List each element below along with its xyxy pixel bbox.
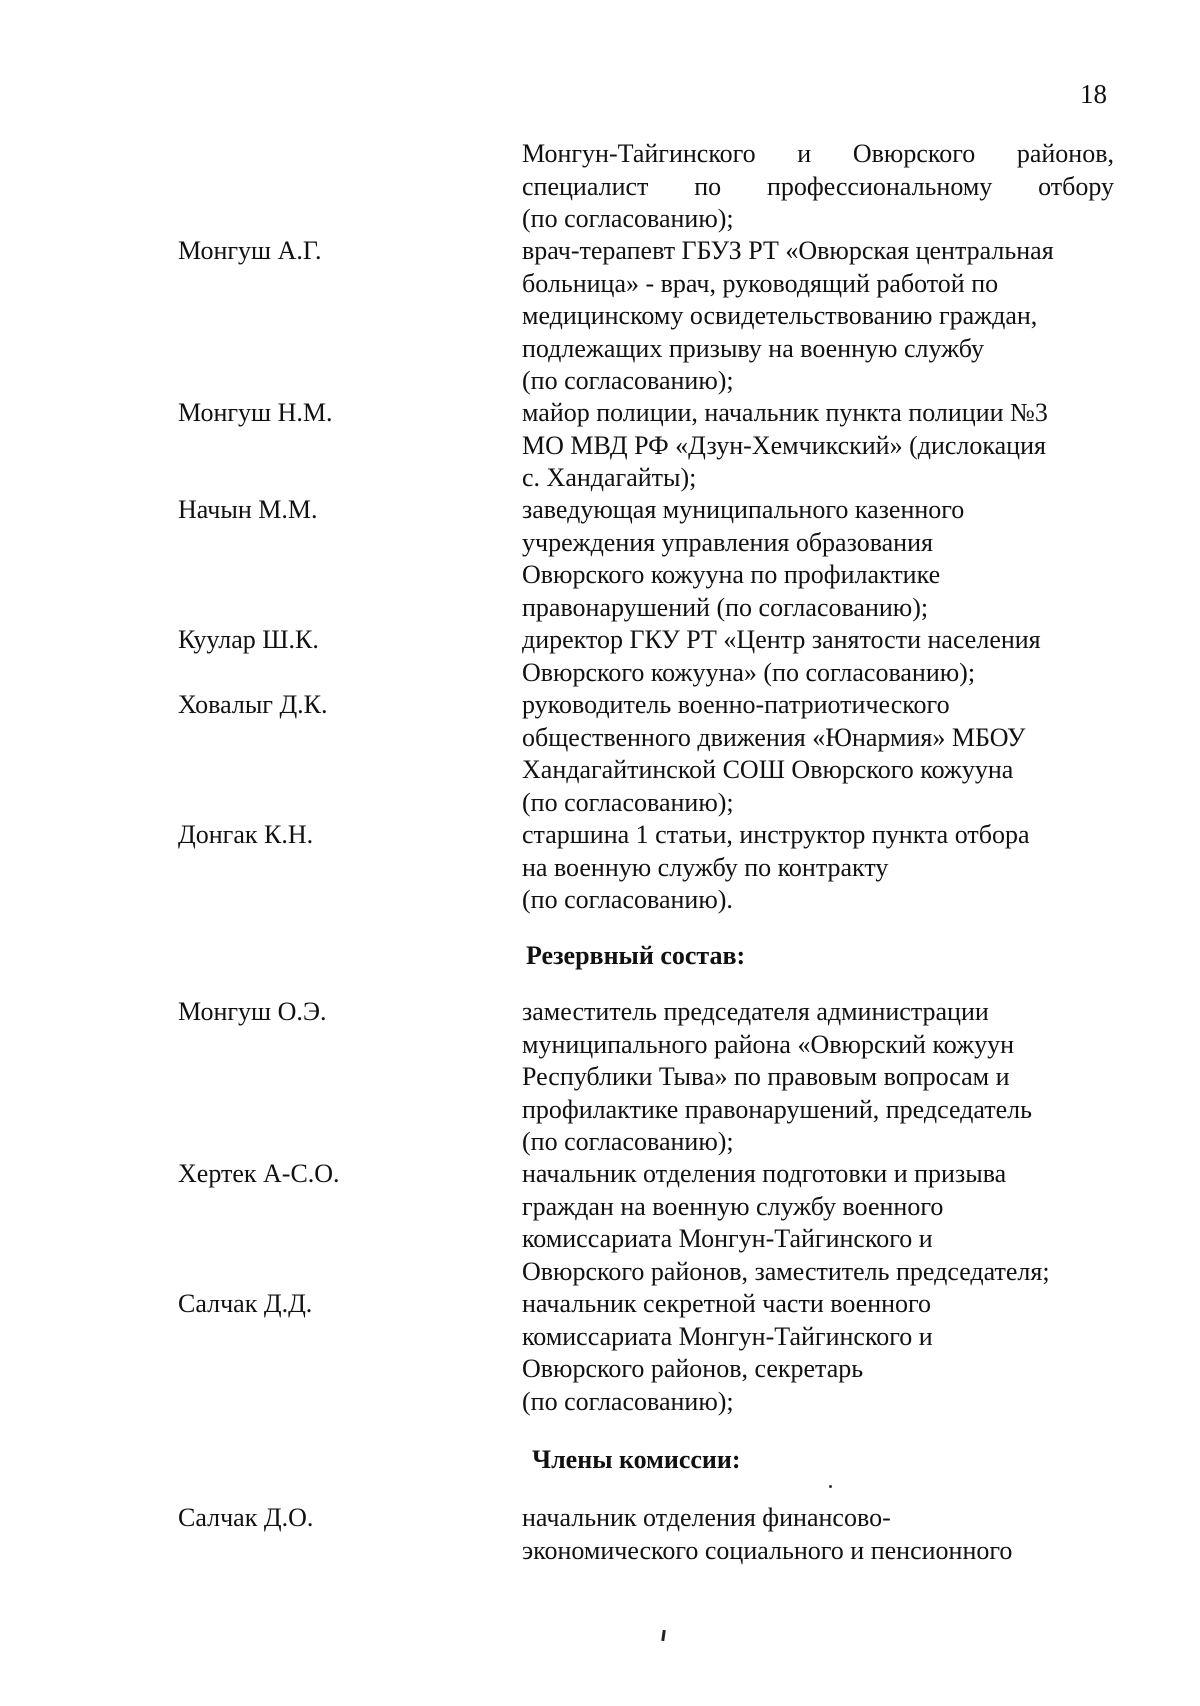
description-line: больница» - врач, руководящий работой по xyxy=(522,268,999,298)
description-line: комиссариата Монгун-Тайгинского и xyxy=(522,1321,933,1351)
description-line: врач-терапевт ГБУЗ РТ «Овюрская центральная xyxy=(522,236,1054,265)
description-line: профилактике правонарушений, председатель xyxy=(522,1094,1032,1124)
description-line: Республики Тыва» по правовым вопросам и xyxy=(522,1062,1010,1091)
member-description xyxy=(522,689,1114,819)
description-line: специалист по профессиональному отбору xyxy=(522,171,1114,201)
description-line: муниципального района «Овюрский кожуун xyxy=(522,1029,1014,1059)
description-line: экономического социального и пенсионного xyxy=(522,1535,1013,1565)
member-description xyxy=(522,235,1114,398)
description-line: МО МВД РФ «Дзун-Хемчикский» (дислокация xyxy=(522,430,1046,460)
description-line: с. Хандагайты); xyxy=(522,463,697,492)
description-line: начальник отделения подготовки и призыва xyxy=(522,1159,1007,1188)
section-heading-reserve: Резервный состав: xyxy=(526,941,746,970)
member-description xyxy=(522,624,1114,689)
page-number: 18 xyxy=(1080,79,1107,109)
member-description xyxy=(522,819,1114,917)
description-line: директор ГКУ РТ «Центр занятости населения xyxy=(522,625,1041,654)
description-line: Монгун-Тайгинского и Овюрского районов, xyxy=(522,139,1114,168)
member-description xyxy=(522,996,1114,1159)
description-line: общественного движения «Юнармия» МБОУ xyxy=(522,722,1026,752)
description-line: учреждения управления образования xyxy=(522,527,933,557)
description-line: (по согласованию); xyxy=(522,366,734,395)
description-line: подлежащих призыву на военную службу xyxy=(522,333,984,363)
member-description xyxy=(522,494,1114,624)
scan-speck xyxy=(829,1485,832,1488)
description-line: начальник отделения финансово- xyxy=(522,1503,891,1532)
description-line: (по согласованию). xyxy=(522,885,733,914)
description-line: (по согласованию); xyxy=(522,1127,734,1156)
member-description xyxy=(522,1288,1114,1418)
description-line: Овюрского кожууна по профилактике xyxy=(522,560,941,589)
member-description xyxy=(522,1502,1114,1567)
description-line: медицинскому освидетельствованию граждан, xyxy=(522,301,1038,330)
member-name: Хертек А-С.О. xyxy=(178,1159,340,1188)
member-name: Ховалыг Д.К. xyxy=(178,690,328,719)
description-line: (по согласованию); xyxy=(522,1386,734,1416)
section-heading-members: Члены комиссии: xyxy=(532,1445,741,1474)
description-line: заведующая муниципального казенного xyxy=(522,495,965,524)
member-description xyxy=(522,1158,1114,1288)
member-name: Монгуш А.Г. xyxy=(178,236,322,265)
description-line: старшина 1 статьи, инструктор пункта отбора xyxy=(522,820,1030,849)
description-line: (по согласованию); xyxy=(522,787,734,817)
description-line: Овюрского районов, секретарь xyxy=(522,1354,864,1383)
description-line: комиссариата Монгун-Тайгинского и xyxy=(522,1224,933,1253)
description-line: на военную службу по контракту xyxy=(522,852,889,882)
member-description xyxy=(522,397,1114,495)
member-description xyxy=(522,138,1114,236)
description-line: правонарушений (по согласованию); xyxy=(522,592,929,622)
member-name: Монгуш Н.М. xyxy=(178,398,333,427)
member-name: Салчак Д.О. xyxy=(178,1503,314,1532)
description-line: Хандагайтинской СОШ Овюрского кожууна xyxy=(522,755,1014,784)
scan-mark xyxy=(661,1630,666,1641)
description-line: руководитель военно-патриотического xyxy=(522,690,950,719)
description-line: Овюрского кожууна» (по согласованию); xyxy=(522,657,976,687)
description-line: начальник секретной части военного xyxy=(522,1289,932,1318)
member-name: Донгак К.Н. xyxy=(178,820,314,849)
description-line: майор полиции, начальник пункта полиции №3 xyxy=(522,398,1048,427)
member-name: Куулар Ш.К. xyxy=(178,625,319,654)
member-name: Начын М.М. xyxy=(178,495,318,524)
description-line: граждан на военную службу военного xyxy=(522,1191,944,1221)
description-line: заместитель председателя администрации xyxy=(522,997,989,1026)
description-line: (по согласованию); xyxy=(522,204,734,233)
member-name: Монгуш О.Э. xyxy=(178,997,327,1026)
member-name: Салчак Д.Д. xyxy=(178,1289,313,1318)
description-line: Овюрского районов, заместитель председателя; xyxy=(522,1256,1050,1286)
